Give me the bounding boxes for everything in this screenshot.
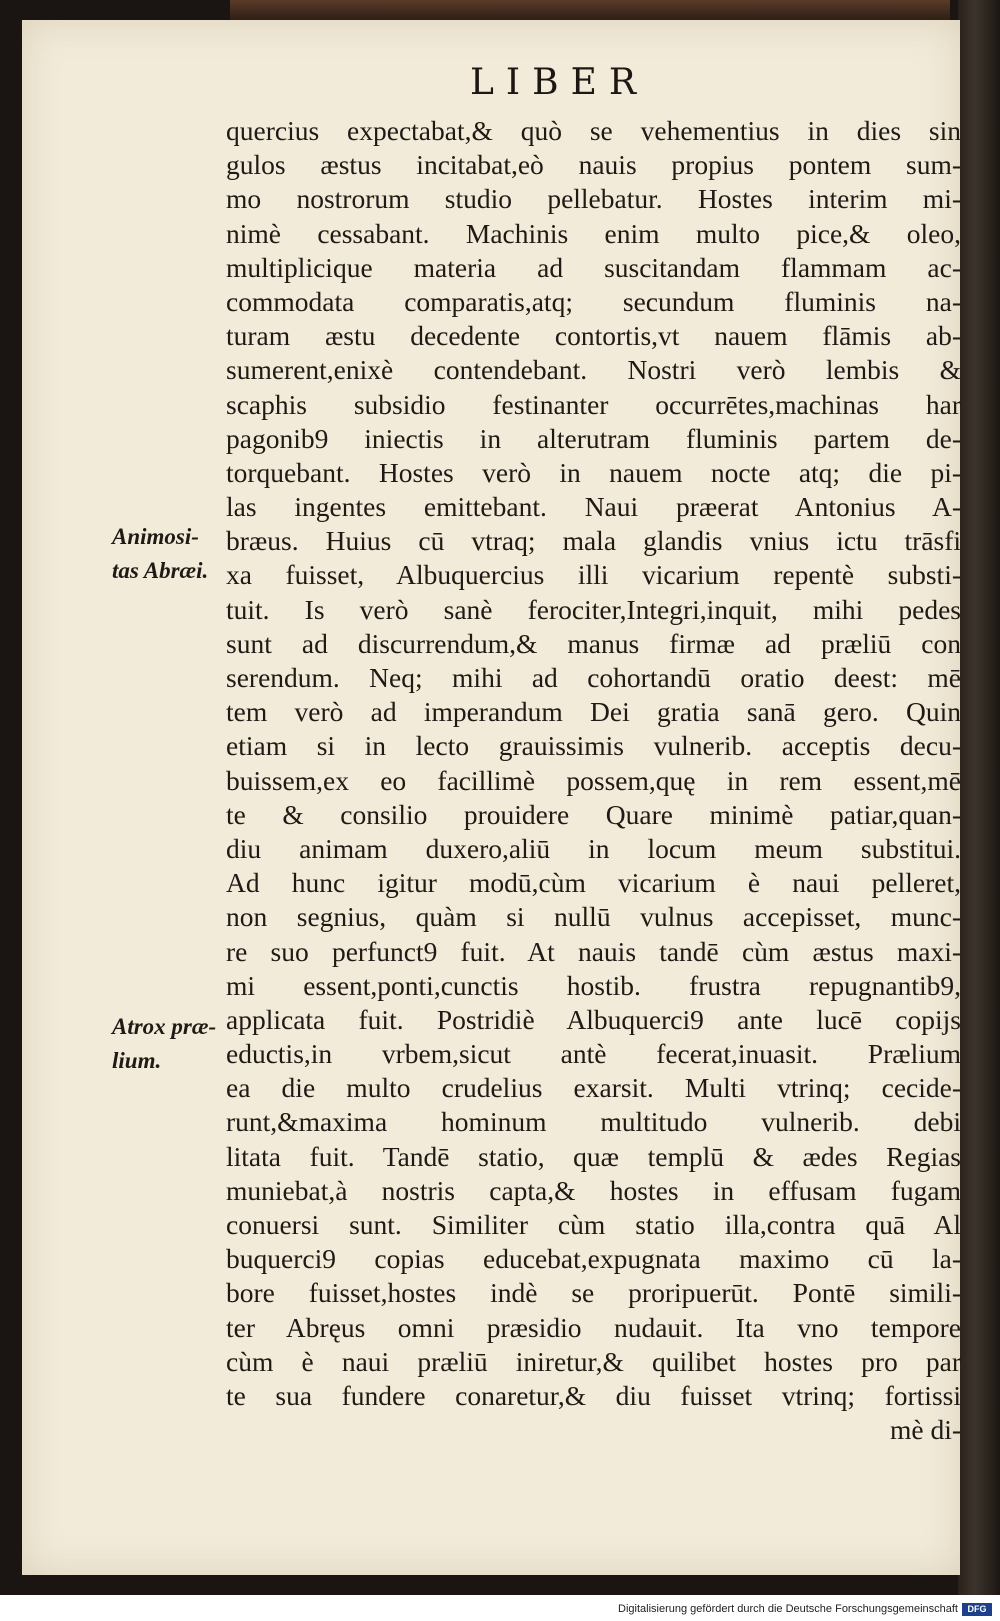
- text-line: sumerent,enixè contendebant. Nostri verò lembis &: [226, 354, 961, 386]
- text-line: non segnius, quàm si nullū vulnus accepisset, munc-: [226, 901, 961, 933]
- text-line: xa fuisset, Albuquercius illi vicarium repentè substi-: [226, 559, 961, 591]
- text-line: Ad hunc igitur modū,cùm vicarium è naui pelleret,: [226, 867, 961, 899]
- text-line: scaphis subsidio festinanter occurrētes,machinas har: [226, 388, 961, 420]
- text-line: serendum. Neq; mihi ad cohortandū oratio deest: mē: [226, 662, 961, 693]
- book-top-edge: [230, 0, 950, 22]
- text-line: conuersi sunt. Similiter cùm statio illa,contra quā Al: [226, 1209, 961, 1240]
- body-text: [226, 114, 961, 1447]
- text-line: ter Abręus omni præsidio nudauit. Ita vno tempore: [226, 1311, 961, 1343]
- text-line: te & consilio prouidere Quare minimè patiar,quan-: [226, 798, 961, 830]
- text-line: buquerci9 copias educebat,expugnata maximo cū la-: [226, 1243, 961, 1275]
- text-line: pagonib9 iniectis in alterutram fluminis partem de-: [226, 422, 961, 454]
- text-line: bore fuisset,hostes indè se proripuerūt. Pontē simili-: [226, 1277, 961, 1309]
- margin-note-line: lium.: [112, 1048, 162, 1073]
- text-line: applicata fuit. Postridiè Albuquerci9 ante lucē copijs: [226, 1003, 961, 1035]
- margin-note-animositas: [112, 520, 208, 588]
- dfg-logo-icon: DFG: [962, 1603, 992, 1616]
- text-line: las ingentes emittebant. Naui præerat Antonius A-: [226, 491, 961, 523]
- text-line: re suo perfunct9 fuit. At nauis tandē cùm æstus maxi-: [226, 935, 961, 967]
- text-line: turam æstu decedente contortis,vt nauem flāmis ab-: [226, 320, 961, 352]
- text-line: etiam si in lecto grauissimis vulnerib. acceptis decu-: [226, 730, 961, 762]
- margin-note-line: Atrox præ-: [112, 1014, 217, 1039]
- text-line: cùm è naui præliū iniretur,& quilibet hostes pro par: [226, 1345, 961, 1377]
- funding-notice: Digitalisierung gefördert durch die Deutsche Forschungsgemeinschaft: [618, 1603, 958, 1615]
- margin-note-atrox: [112, 1010, 216, 1078]
- text-line: muniebat,à nostris capta,& hostes in effusam fugam: [226, 1174, 961, 1206]
- text-line: bræus. Huius cū vtraq; mala glandis vnius ictu trāsfi: [226, 525, 961, 557]
- text-line: tem verò ad imperandum Dei gratia sanā gero. Quin: [226, 696, 961, 728]
- text-line: nimè cessabant. Machinis enim multo pice,& oleo,: [226, 217, 961, 249]
- text-line: quercius expectabat,& quò se vehementius in dies sin: [226, 115, 961, 146]
- text-line: litata fuit. Tandē statio, quæ templū & ædes Regias: [226, 1140, 961, 1172]
- text-line: commodata comparatis,atq; secundum fluminis na-: [226, 285, 961, 317]
- margin-note-line: tas Abræi.: [112, 558, 209, 583]
- text-line: ea die multo crudelius exarsit. Multi vtrinq; cecide-: [226, 1072, 961, 1104]
- text-line: eductis,in vrbem,sicut antè fecerat,inuasit. Prælium: [226, 1038, 961, 1070]
- text-line: sunt ad discurrendum,& manus firmæ ad præliū con: [226, 627, 961, 659]
- book-spine-edge: [958, 0, 1000, 1595]
- text-line: tuit. Is verò sanè ferociter,Integri,inquit, mihi pedes: [226, 593, 961, 625]
- text-line: runt,&maxima hominum multitudo vulnerib. debi: [226, 1106, 961, 1138]
- margin-note-line: Animosi-: [112, 524, 199, 549]
- text-line: diu animam duxero,aliū in locum meum substitui.: [226, 832, 961, 864]
- text-line: gulos æstus incitabat,eò nauis propius pontem sum-: [226, 149, 961, 181]
- text-line: mi essent,ponti,cunctis hostib. frustra repugnantib9,: [226, 969, 961, 1001]
- text-line: mo nostrorum studio pellebatur. Hostes interim mi-: [226, 183, 961, 215]
- text-line: buissem,ex eo facillimè possem,quę in rem essent,mē: [226, 764, 961, 796]
- text-line: torquebant. Hostes verò in nauem nocte atq; die pi-: [226, 456, 961, 488]
- running-head: LIBER: [470, 62, 648, 103]
- text-line: multiplicique materia ad suscitandam flammam ac-: [226, 251, 961, 283]
- text-line: te sua fundere conaretur,& diu fuisset vtrinq; fortissi: [226, 1379, 961, 1411]
- text-line: mè di-: [889, 1414, 961, 1446]
